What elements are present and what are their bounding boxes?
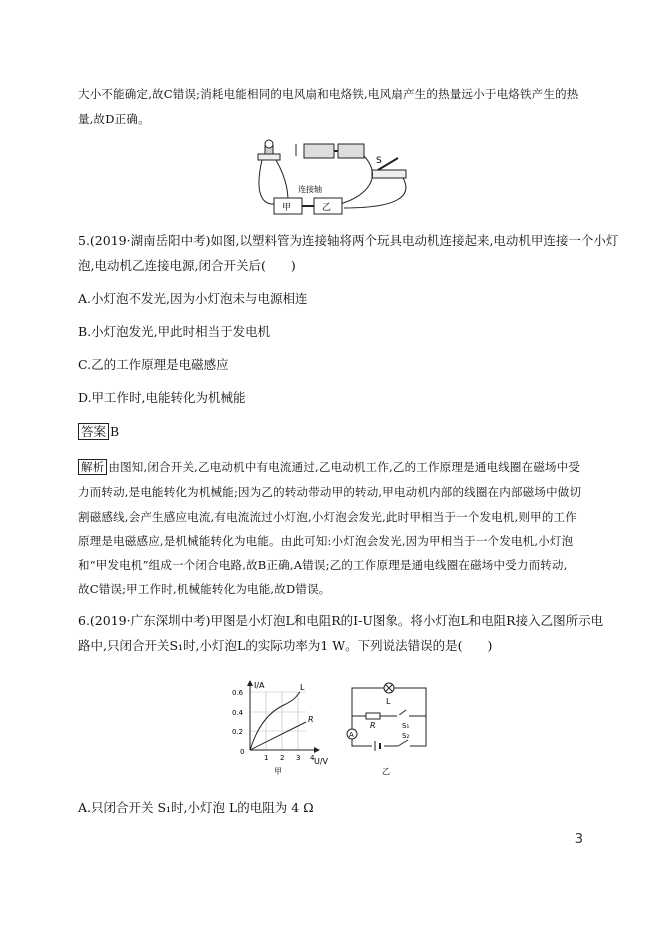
analysis-line: 故C错误;甲工作时,机械能转化为电能,故D错误。 [78,582,331,596]
iu-graph-figure [226,676,336,780]
question-6-stem: 6.(2019·广东深圳中考)甲图是小灯泡L和电阻R的I-U图象。将小灯泡L和电阻R接入乙图所示电 [78,613,604,628]
option-d: D.甲工作时,电能转化为机械能 [78,390,246,405]
svg-text:0.2: 0.2 [232,728,244,736]
analysis-tag: 解析 [78,459,107,475]
svg-text:乙: 乙 [382,767,390,776]
analysis-line: 大小不能确定,故C错误;消耗电能相同的电风扇和电烙铁,电风扇产生的热量远小于电烙铁产生的热 [78,87,579,101]
yi-label: 乙 [322,203,332,213]
option-b: B.小灯泡发光,甲此时相当于发电机 [78,324,271,339]
motors-icon [296,144,364,158]
resistor-icon [366,713,380,719]
svg-text:0.6: 0.6 [232,689,244,697]
analysis-line: 解析 由图知,闭合开关,乙电动机中有电流通过,乙电动机工作,乙的工作原理是通电线圈在磁场中受 [78,459,580,475]
svg-text:0: 0 [240,748,245,756]
option-a: A.小灯泡不发光,因为小灯泡未与电源相连 [78,291,308,306]
bulb-icon [258,140,280,160]
question-6-stem: 路中,只闭合开关S₁时,小灯泡L的实际功率为1 W。下列说法错误的是( ) [78,638,493,653]
axis-label: 连接轴 [298,185,322,194]
page-number: 3 [574,832,583,847]
analysis-line: 和“甲发电机”组成一个闭合电路,故B正确,A错误;乙的工作原理是通电线圈在磁场中受力而转动, [78,558,568,572]
question-5-stem: 5.(2019·湖南岳阳中考)如图,以塑料管为连接轴将两个玩具电动机连接起来,电动机甲连接一个小灯 [78,233,619,248]
analysis-line: 割磁感线,会产生感应电流,有电流流过小灯泡,小灯泡会发光,此时甲相当于一个发电机,则甲的工作 [78,510,577,524]
answer-line [78,424,119,440]
svg-text:U/V: U/V [314,757,329,766]
option-a: A.只闭合开关 S₁时,小灯泡 L的电阻为 4 Ω [78,800,314,815]
analysis-line: 力而转动,是电能转化为机械能;因为乙的转动带动甲的转动,甲电动机内部的线圈在内部磁场中做切 [78,485,582,499]
svg-text:甲: 甲 [274,767,282,776]
svg-text:R: R [370,721,376,730]
svg-text:L: L [300,683,305,692]
motor-apparatus-figure [248,136,418,216]
jia-label: 甲 [282,203,292,213]
svg-text:0.4: 0.4 [232,709,244,717]
analysis-line: 量,故D正确。 [78,112,150,126]
question-5-stem: 泡,电动机乙连接电源,闭合开关后( ) [78,258,296,273]
svg-text:A: A [349,731,354,739]
svg-text:I/A: I/A [254,681,265,690]
analysis-line: 原理是电磁感应,是机械能转化为电能。由此可知:小灯泡会发光,因为甲相当于一个发电机,小灯泡 [78,534,574,548]
curve-l [250,692,300,750]
svg-text:2: 2 [280,754,285,762]
svg-text:L: L [386,697,391,706]
option-c: C.乙的工作原理是电磁感应 [78,357,229,372]
svg-text:R: R [308,715,314,724]
answer-tag: 答案 [78,423,109,440]
switch-label: S [376,156,382,166]
circuit-figure [342,680,434,780]
line-r [250,722,306,750]
answer-value: B [110,424,120,439]
svg-text:S₁: S₁ [402,722,410,730]
svg-text:S₂: S₂ [402,732,410,740]
svg-text:1: 1 [264,754,269,762]
svg-text:3: 3 [296,754,301,762]
svg-text:4: 4 [310,754,315,762]
